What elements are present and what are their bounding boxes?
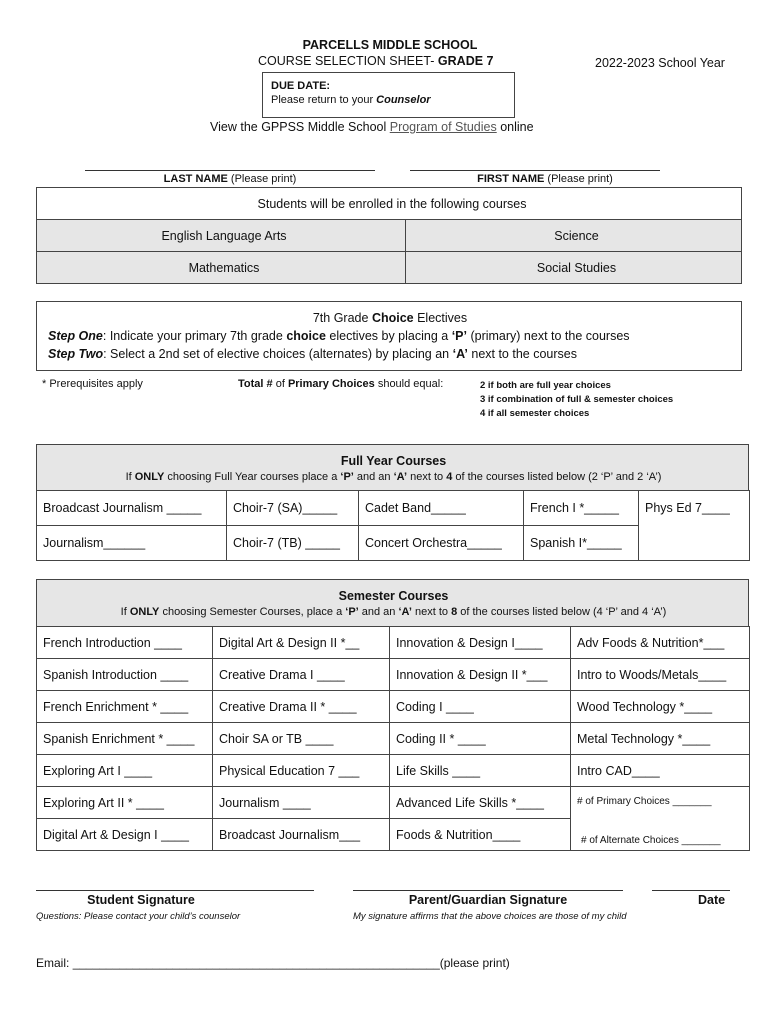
sem-course[interactable]: Spanish Enrichment * ____ <box>37 723 213 755</box>
primary-choices-count[interactable]: # of Primary Choices _______ <box>577 796 712 807</box>
fy-instr-g: next to <box>407 471 447 483</box>
sem-instr-i: of the courses listed below (4 ‘P’ and 4 ‘A’) <box>457 606 667 618</box>
sem-course[interactable]: Metal Technology *____ <box>571 723 750 755</box>
electives-title-c: Electives <box>413 311 468 325</box>
last-name-line[interactable] <box>85 170 375 171</box>
total-primary-label <box>238 378 443 390</box>
electives-title-b: Choice <box>371 311 414 325</box>
fy-instr-a: If <box>125 471 135 483</box>
choice-count-cell <box>571 787 750 851</box>
sem-course[interactable]: Digital Art & Design I ____ <box>37 819 213 851</box>
step-one <box>48 329 630 343</box>
step-one-c: electives by placing a <box>325 329 452 343</box>
student-signature-label: Student Signature <box>87 893 195 907</box>
sem-course[interactable]: Foods & Nutrition____ <box>390 819 571 851</box>
fy-course-choir-sa[interactable]: Choir-7 (SA)_____ <box>227 491 359 526</box>
sem-course[interactable]: Spanish Introduction ____ <box>37 659 213 691</box>
full-year-header <box>36 444 749 491</box>
sem-course[interactable]: Intro to Woods/Metals____ <box>571 659 750 691</box>
sem-course[interactable]: Exploring Art II * ____ <box>37 787 213 819</box>
step-one-d: ‘P’ <box>451 329 467 343</box>
fy-instr-h: 4 <box>446 471 453 483</box>
step-one-b: choice <box>286 329 326 343</box>
date-label: Date <box>698 893 726 907</box>
sem-course[interactable]: Coding II * ____ <box>390 723 571 755</box>
sem-course[interactable]: Innovation & Design I____ <box>390 627 571 659</box>
sheet-prefix: COURSE SELECTION SHEET- <box>258 54 435 68</box>
electives-title-a: 7th Grade <box>312 311 372 325</box>
first-name-bold: FIRST NAME <box>477 173 545 185</box>
fy-instr-f: ‘A’ <box>393 471 408 483</box>
grade-label: GRADE 7 <box>437 54 494 68</box>
step-one-e: (primary) next to the courses <box>466 329 630 343</box>
semester-header <box>36 579 749 627</box>
rule-2: 3 if combination of full & semester choices <box>480 394 674 405</box>
step-two <box>48 347 577 361</box>
step-two-c: next to the courses <box>467 347 577 361</box>
due-label: DUE DATE: <box>271 80 331 92</box>
school-year: 2022-2023 School Year <box>595 56 725 70</box>
step-two-a: : Select a 2nd set of elective choices (alternates) by placing an <box>103 347 453 361</box>
parent-signature-line[interactable] <box>353 890 623 891</box>
prerequisites-note: * Prerequisites apply <box>42 378 143 390</box>
full-year-table <box>36 490 750 561</box>
view-suffix: online <box>496 120 534 134</box>
fy-course-spanish-i[interactable]: Spanish I*_____ <box>524 526 639 561</box>
first-name-line[interactable] <box>410 170 660 171</box>
fy-course-journalism[interactable]: Journalism______ <box>37 526 227 561</box>
fy-course-french-i[interactable]: French I *_____ <box>524 491 639 526</box>
sem-course[interactable]: Creative Drama I ____ <box>213 659 390 691</box>
sheet-title <box>258 54 494 68</box>
step-one-a: : Indicate your primary 7th grade <box>102 329 287 343</box>
sem-instr-h: 8 <box>451 606 458 618</box>
step-two-b: ‘A’ <box>452 347 468 361</box>
parent-signature-note: My signature affirms that the above choices are those of my child <box>353 911 627 922</box>
last-name-label <box>85 173 375 185</box>
email-row <box>36 956 510 970</box>
student-signature-note: Questions: Please contact your child’s counselor <box>36 911 241 922</box>
electives-title <box>37 311 743 325</box>
fy-instr-i: of the courses listed below (2 ‘P’ and 2 ‘A’) <box>452 471 662 483</box>
total-d: should equal: <box>374 378 444 390</box>
sem-instr-g: next to <box>411 606 452 618</box>
semester-title: Semester Courses <box>338 589 449 603</box>
course-science: Science <box>406 220 742 252</box>
fy-course-broadcast-journalism[interactable]: Broadcast Journalism _____ <box>37 491 227 526</box>
program-of-studies-link[interactable]: Program of Studies <box>389 120 497 134</box>
fy-instr-d: ‘P’ <box>340 471 354 483</box>
student-signature-line[interactable] <box>36 890 314 891</box>
fy-course-choir-tb[interactable]: Choir-7 (TB) _____ <box>227 526 359 561</box>
sem-instr-e: and an <box>358 606 399 618</box>
last-name-bold: LAST NAME <box>163 173 228 185</box>
total-c: Primary Choices <box>287 378 375 390</box>
sem-course[interactable]: Adv Foods & Nutrition*___ <box>571 627 750 659</box>
email-field[interactable]: _______________________________________________________ <box>72 956 440 970</box>
sem-course[interactable]: Wood Technology *____ <box>571 691 750 723</box>
step-one-label: Step One <box>48 329 103 343</box>
sem-course[interactable]: Journalism ____ <box>213 787 390 819</box>
sem-course[interactable]: Advanced Life Skills *____ <box>390 787 571 819</box>
sem-course[interactable]: French Enrichment * ____ <box>37 691 213 723</box>
last-name-rest: (Please print) <box>227 173 297 185</box>
full-year-instructions <box>37 471 750 483</box>
first-name-label <box>410 173 680 185</box>
sem-course[interactable]: Innovation & Design II *___ <box>390 659 571 691</box>
course-math: Mathematics <box>37 252 406 284</box>
total-b: of <box>272 378 288 390</box>
fy-course-cadet-band[interactable]: Cadet Band_____ <box>359 491 524 526</box>
primary-rules <box>480 379 673 421</box>
total-a: Total # <box>238 378 273 390</box>
semester-instructions <box>37 606 750 618</box>
due-text: Please return to your <box>271 94 377 106</box>
sem-instr-c: choosing Semester Courses, place a <box>159 606 346 618</box>
alternate-choices-count[interactable]: # of Alternate Choices _______ <box>581 835 721 846</box>
sem-course[interactable]: Digital Art & Design II *__ <box>213 627 390 659</box>
program-of-studies-line <box>210 120 534 134</box>
rule-3: 4 if all semester choices <box>480 408 590 419</box>
enrolled-title: Students will be enrolled in the following courses <box>37 188 742 220</box>
sem-course[interactable]: Broadcast Journalism___ <box>213 819 390 851</box>
sem-instr-d: ‘P’ <box>345 606 359 618</box>
view-prefix: View the GPPSS Middle School <box>210 120 390 134</box>
email-label: Email: <box>36 956 73 970</box>
due-date-box <box>262 72 515 118</box>
parent-signature-label: Parent/Guardian Signature <box>408 893 568 907</box>
fy-course-phys-ed[interactable]: Phys Ed 7____ <box>639 491 750 561</box>
sem-instr-f: ‘A’ <box>398 606 412 618</box>
step-two-label: Step Two <box>48 347 104 361</box>
school-name: PARCELLS MIDDLE SCHOOL <box>302 38 478 52</box>
sem-course[interactable]: Life Skills ____ <box>390 755 571 787</box>
email-suffix: (please print) <box>439 956 510 970</box>
due-counselor: Counselor <box>376 94 431 106</box>
date-line[interactable] <box>652 890 730 891</box>
sem-course[interactable]: Choir SA or TB ____ <box>213 723 390 755</box>
sem-instr-b: ONLY <box>129 606 160 618</box>
sem-course[interactable]: Physical Education 7 ___ <box>213 755 390 787</box>
fy-instr-c: choosing Full Year courses place a <box>164 471 341 483</box>
sem-course[interactable]: Creative Drama II * ____ <box>213 691 390 723</box>
semester-table <box>36 626 750 851</box>
full-year-title: Full Year Courses <box>340 454 447 468</box>
enrolled-courses-table <box>36 187 742 284</box>
fy-instr-b: ONLY <box>134 471 165 483</box>
fy-instr-e: and an <box>353 471 394 483</box>
sem-instr-a: If <box>120 606 130 618</box>
first-name-rest: (Please print) <box>544 173 613 185</box>
sem-course[interactable]: French Introduction ____ <box>37 627 213 659</box>
electives-box <box>36 301 742 371</box>
course-social-studies: Social Studies <box>406 252 742 284</box>
rule-1: 2 if both are full year choices <box>480 380 611 391</box>
sem-course[interactable]: Coding I ____ <box>390 691 571 723</box>
course-english: English Language Arts <box>37 220 406 252</box>
sem-course[interactable]: Intro CAD____ <box>571 755 750 787</box>
fy-course-concert-orchestra[interactable]: Concert Orchestra_____ <box>359 526 524 561</box>
sem-course[interactable]: Exploring Art I ____ <box>37 755 213 787</box>
